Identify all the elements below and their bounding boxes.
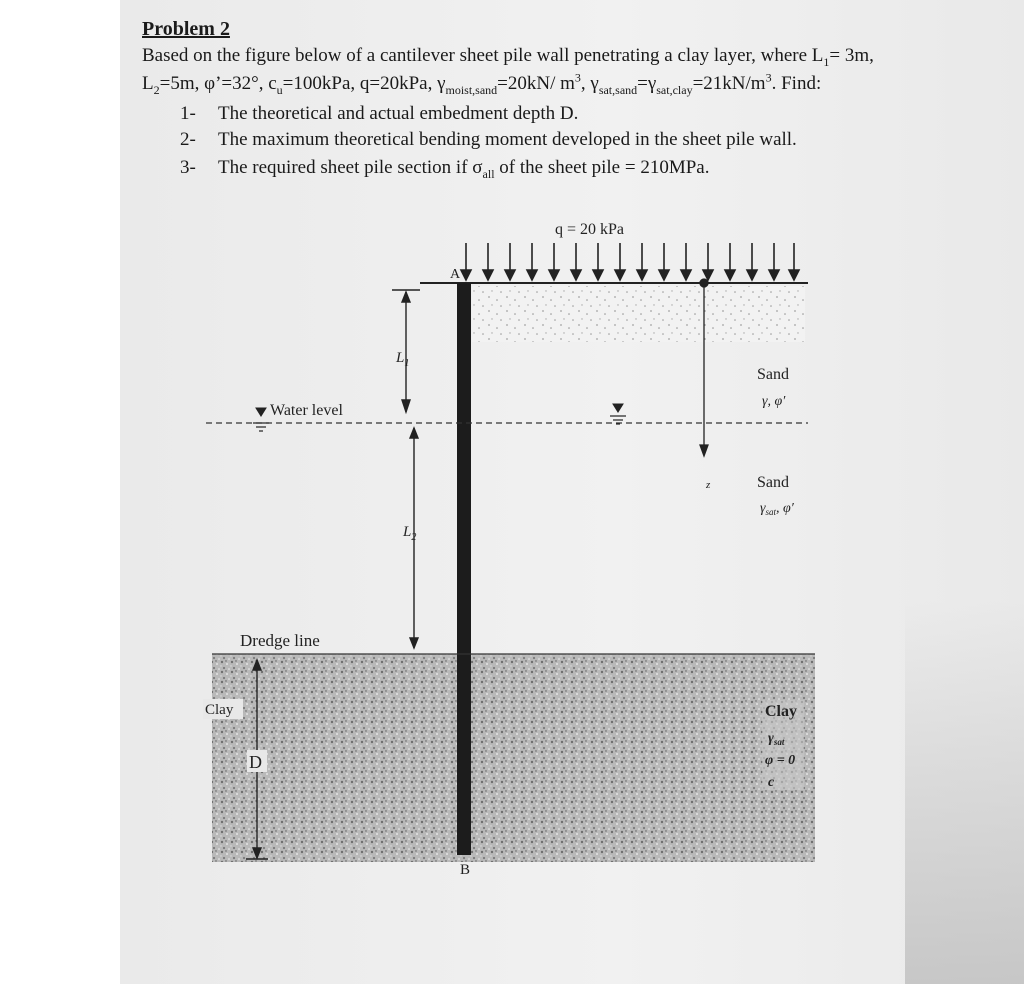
sand-lower-props: $\gamma_{sat}$, φ′ (760, 501, 794, 517)
sheet-pile-wall (457, 283, 471, 855)
question-item-3: 3- The required sheet pile section if $\sigma_{all}$ of the sheet pile = 210MPa. (180, 157, 710, 181)
clay-right-gamma: $\gamma_{sat}$ (768, 731, 785, 747)
surcharge-label: q = 20 kPa (555, 221, 625, 238)
water-level-symbol-right (610, 404, 626, 424)
sand-layer (472, 286, 805, 342)
clay-right-c: c (768, 775, 775, 790)
water-level-label: Water level (270, 402, 343, 419)
sand-lower-label: Sand (757, 474, 789, 491)
sand-upper-props: γ, φ′ (762, 394, 786, 409)
question-item-1: 1- The theoretical and actual embedment depth D. (180, 103, 579, 124)
point-a-label: A (450, 267, 461, 282)
l1-label: $L_1$ (396, 350, 410, 369)
clay-left-label: Clay (205, 702, 234, 718)
water-level-symbol-left (253, 408, 269, 431)
dredge-line-label: Dredge line (240, 631, 320, 650)
problem-intro-line-1: Based on the figure below of a cantilever sheet pile wall penetrating a clay layer, where $L_1= 3m$, (142, 45, 874, 69)
surcharge-arrows (461, 243, 799, 280)
clay-layer (212, 654, 815, 862)
question-item-2: 2- The maximum theoretical bending moment developed in the sheet pile wall. (180, 129, 797, 150)
problem-intro-line-2: $L_2=5m$, φ’=32°, $c_u=100kPa$, q=20kPa, $\gamma_{moist,sand}=20kN/$ $m^3$, $\gamma_{sat,sand}=\gamma_{sat,clay}=21kN/m^3$. Find: (142, 70, 822, 97)
d-label: D (249, 752, 262, 772)
clay-right-phi: φ = 0 (765, 753, 796, 768)
problem-title: Problem 2 (142, 18, 230, 40)
sand-upper-label: Sand (757, 366, 789, 383)
point-b-label: B (460, 862, 471, 878)
l2-label: $L_2$ (403, 524, 417, 543)
z-label: z (706, 479, 711, 491)
clay-right-label: Clay (765, 703, 797, 720)
